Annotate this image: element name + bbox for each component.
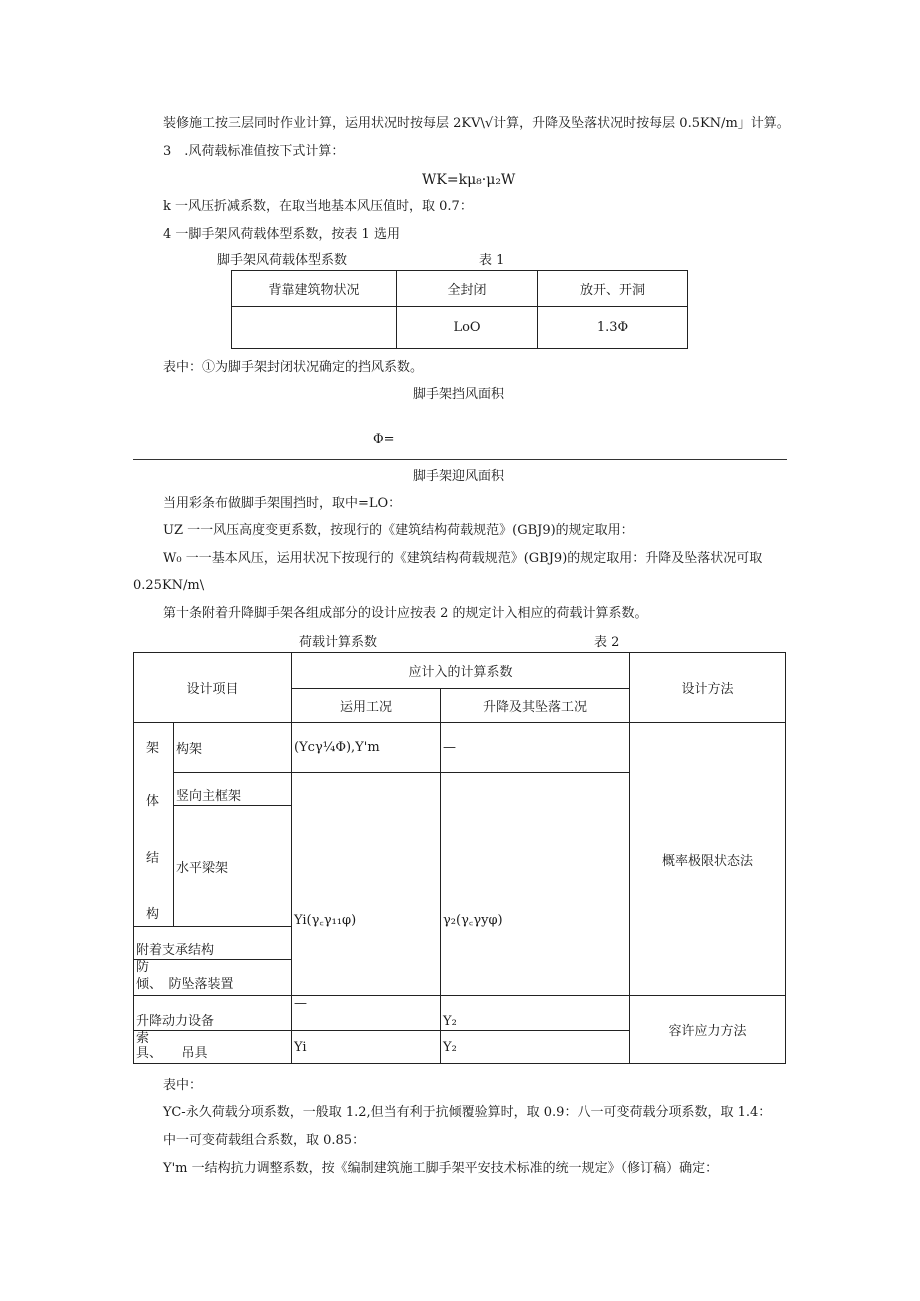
row-lifting-use: —	[292, 996, 441, 1031]
note-w0-cont: 0.25KN/m\	[133, 578, 205, 593]
row-rigging-fall: Y₂	[441, 1031, 630, 1064]
row-rigging-use: Yi	[292, 1031, 441, 1064]
row-lifting-equipment: 升降动力设备	[134, 996, 292, 1031]
fraction-line	[133, 459, 787, 460]
table1-caption: 脚手架风荷载体型系数	[217, 253, 348, 268]
note2-combination: 中一可变荷载组合系数，取 0.85：	[163, 1133, 366, 1148]
note-shield-coef: 表中：①为脚手架封闭状况确定的挡风系数。	[163, 360, 424, 375]
row-anti-tilt-line2: 倾、 防坠落装置	[136, 977, 234, 992]
fraction-denominator: 脚手架迎风面积	[413, 469, 505, 484]
group-char-2: 体	[146, 794, 160, 809]
method-probability: 概率极限状态法	[630, 723, 786, 996]
table2-header-fall: 升降及其坠落工况	[441, 689, 630, 723]
paragraph-shape-factor: 4 一脚手架风荷载体型系数，按表 1 选用	[163, 227, 400, 242]
row-lifting-fall: Y₂	[441, 996, 630, 1031]
table2-caption: 荷载计算系数	[299, 635, 378, 650]
formula-wk: WK=kμ₈·μ₂W	[422, 172, 516, 188]
table1-cell-closed: LoO	[397, 307, 538, 349]
row-vertical-frame: 竖向主框架	[174, 773, 292, 806]
row-anti-tilt	[134, 960, 292, 996]
table2-header-coef: 应计入的计算系数	[292, 653, 630, 689]
group-char-4: 构	[146, 907, 160, 922]
table2	[133, 652, 786, 1064]
table2-label: 表 2	[594, 635, 620, 650]
row-anti-tilt-line1: 防	[136, 960, 150, 975]
row-rigging	[134, 1031, 292, 1064]
group-char-3: 结	[146, 851, 160, 866]
row-mid-fall: γ₂(γ꜀γyφ)	[441, 773, 630, 996]
note-uz: UZ 一一风压高度变更系数，按现行的《建筑结构荷载规范》(GBJ9)的规定取用：	[163, 523, 634, 538]
method-allowable-stress: 容许应力方法	[630, 996, 786, 1064]
table2-header-use: 运用工况	[292, 689, 441, 723]
fraction-numerator: 脚手架挡风面积	[413, 387, 505, 402]
note2-intro: 表中：	[163, 1078, 203, 1093]
paragraph-wind-load: 3 .风荷载标准值按下式计算：	[163, 144, 345, 159]
table1-cell-building	[232, 307, 397, 349]
table1-header-closed: 全封闭	[397, 271, 538, 307]
row-horizontal-beam: 水平梁架	[174, 806, 292, 927]
table1	[231, 270, 688, 349]
row-frame-fall: —	[441, 723, 630, 773]
row-mid-use: Yi(γ꜀γ₁₁φ)	[292, 773, 441, 996]
table1-cell-open: 1.3Φ	[538, 307, 688, 349]
note2-ym: Y'm 一结构抗力调整系数，按《编制建筑施工脚手架平安技术标准的统一规定》（修订稿）确定：	[163, 1161, 719, 1176]
row-rigging-line1: 索	[136, 1031, 150, 1046]
table2-header-item: 设计项目	[134, 653, 292, 723]
table1-header-open: 放开、开洞	[538, 271, 688, 307]
note-colored-cloth: 当用彩条布做脚手架围挡时，取中=LO：	[163, 496, 402, 511]
row-frame: 构架	[174, 723, 292, 773]
row-attached-support: 附着支承结构	[134, 927, 292, 960]
row-frame-use: (Ycγ¼Φ),Y'm	[292, 723, 441, 773]
note2-yc: YC-永久荷载分项系数，一般取 1.2,但当有利于抗倾覆验算时，取 0.9：八一可变荷载分项系数，取 1.4：	[163, 1105, 772, 1120]
table2-header-method: 设计方法	[630, 653, 786, 723]
paragraph-load-calc: 装修施工按三层同时作业计算，运用状况时按每层 2KV\√计算，升降及坠落状况时按每层 0.5KN/m」计算。	[163, 116, 790, 131]
group-char-1: 架	[146, 741, 160, 756]
table1-header-building: 背靠建筑物状况	[232, 271, 397, 307]
note-w0: W₀ 一一基本风压，运用状况下按现行的《建筑结构荷载规范》(GBJ9)的规定取用：升降及坠落状况可取	[163, 551, 763, 566]
row-rigging-line2: 具、 吊具	[136, 1046, 208, 1061]
fraction-lhs: Φ=	[373, 432, 395, 447]
table1-label: 表 1	[479, 253, 505, 268]
article-ten: 第十条附着升降脚手架各组成部分的设计应按表 2 的规定计入相应的荷载计算系数。	[163, 606, 648, 621]
paragraph-k-factor: k 一风压折减系数，在取当地基本风压值时，取 0.7：	[163, 199, 473, 214]
